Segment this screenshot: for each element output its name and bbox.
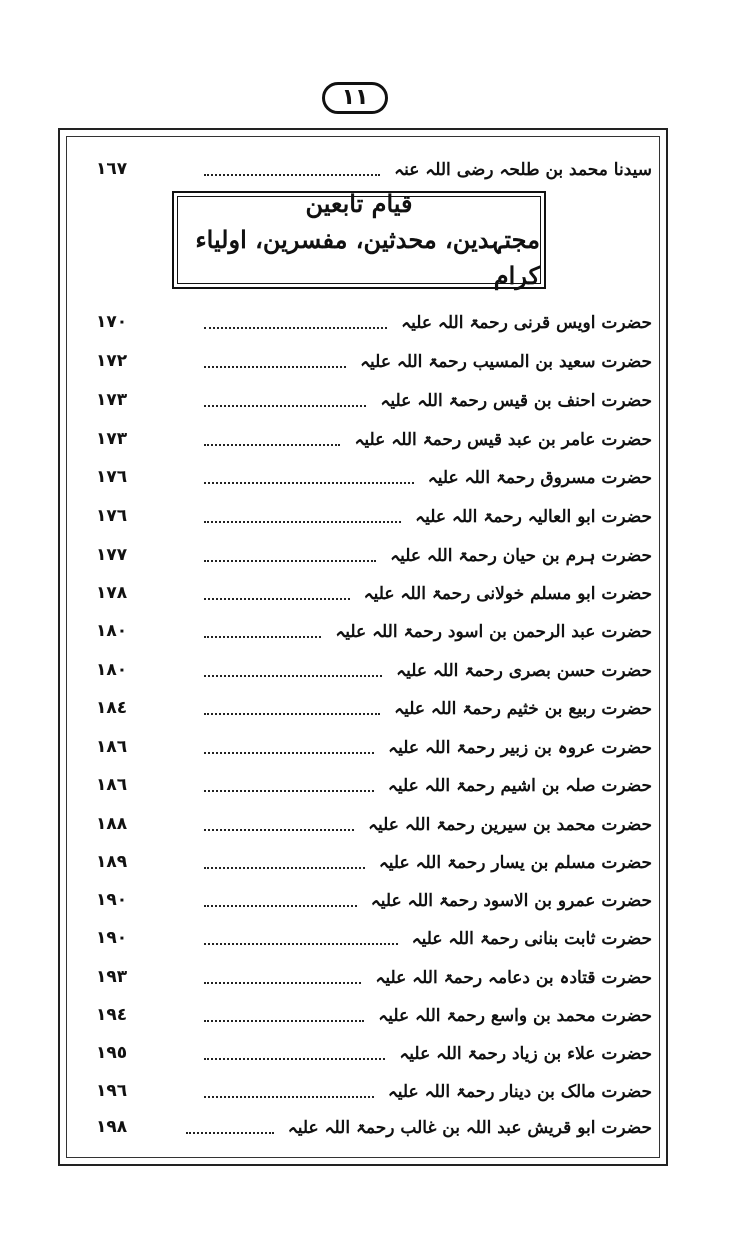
toc-entry[interactable] (96, 846, 652, 878)
toc-entry-page: ١٧٧ (96, 545, 128, 565)
toc-leader-dots (204, 829, 354, 831)
toc-leader-dots (204, 752, 374, 754)
toc-entry[interactable] (96, 692, 652, 724)
toc-entry-page: ١٨٠ (96, 621, 128, 641)
toc-entry[interactable] (96, 654, 652, 686)
toc-entry-page: ١٩٥ (96, 1043, 128, 1063)
toc-entry-title: حضرت ربیع بن خثیم رحمۃ اللہ علیہ (394, 698, 652, 719)
toc-entry[interactable] (96, 539, 652, 571)
toc-leader-dots (204, 444, 340, 446)
toc-leader-dots (186, 1132, 274, 1134)
toc-entry[interactable] (96, 461, 652, 493)
toc-leader-dots (204, 1020, 364, 1022)
toc-leader-dots (204, 327, 387, 329)
toc-leader-dots (204, 1058, 385, 1060)
toc-leader-dots (204, 1096, 374, 1098)
toc-entry-title: حضرت محمد بن سیرین رحمۃ اللہ علیہ (368, 814, 652, 835)
toc-entry-title: حضرت عامر بن عبد قیس رحمۃ اللہ علیہ (354, 429, 652, 450)
toc-leader-dots (204, 982, 361, 984)
toc-entry-page: ١٧٠ (96, 312, 128, 332)
toc-entry-page: ١٩٣ (96, 967, 128, 987)
toc-entry-page: ١٨٦ (96, 737, 128, 757)
page-number: ١١ (322, 82, 388, 114)
section-heading-subtitle: مجتہدین، محدثین، مفسرین، اولیاء کرام (195, 225, 540, 290)
toc-entry-page: ١٩٠ (96, 928, 128, 948)
toc-entry-page: ١٩٦ (96, 1081, 128, 1101)
toc-entry-title: حضرت عبد الرحمن بن اسود رحمۃ اللہ علیہ (335, 621, 652, 642)
toc-entry-title: حضرت ابو العالیہ رحمۃ اللہ علیہ (415, 506, 652, 527)
toc-entry[interactable] (96, 922, 652, 954)
toc-entry-page: ١٩٨ (96, 1117, 128, 1137)
toc-entry-page: ١٩٠ (96, 890, 128, 910)
toc-entry-title: حضرت ثابت بنانی رحمۃ اللہ علیہ (411, 928, 652, 949)
toc-leader-dots (204, 521, 401, 523)
toc-entry[interactable] (96, 731, 652, 763)
toc-entry[interactable] (96, 423, 652, 455)
section-heading-title: قیام تابعین (305, 189, 413, 218)
toc-entry-title: حضرت صلہ بن اشیم رحمۃ اللہ علیہ (387, 775, 652, 796)
toc-entry-title: حضرت احنف بن قیس رحمۃ اللہ علیہ (380, 390, 652, 411)
toc-entry-title: حضرت مالک بن دینار رحمۃ اللہ علیہ (387, 1081, 652, 1102)
toc-entry-title: حضرت محمد بن واسع رحمۃ اللہ علیہ (378, 1005, 652, 1026)
toc-entry-title: حضرت عروہ بن زبیر رحمۃ اللہ علیہ (388, 737, 652, 758)
toc-entry-page: ١٧٨ (96, 583, 128, 603)
toc-leader-dots (204, 405, 366, 407)
toc-entry-page: ١٧٦ (96, 467, 128, 487)
toc-entry[interactable] (96, 1037, 652, 1069)
toc-leader-dots (204, 174, 380, 176)
toc-leader-dots (204, 482, 414, 484)
toc-leader-dots (204, 943, 398, 945)
toc-entry[interactable] (96, 384, 652, 416)
toc-leader-dots (204, 675, 382, 677)
toc-leader-dots (204, 790, 374, 792)
toc-entry[interactable] (96, 345, 652, 377)
toc-entry-title: حضرت عمرو بن الاسود رحمۃ اللہ علیہ (370, 890, 652, 911)
toc-entry[interactable] (96, 500, 652, 532)
toc-leader-dots (204, 560, 376, 562)
toc-entry-page: ١٧٦ (96, 506, 128, 526)
toc-entry-page: ١٨٦ (96, 775, 128, 795)
toc-entry-title: حضرت ابو قریش عبد اللہ بن غالب رحمۃ اللہ علیہ (287, 1117, 652, 1138)
toc-entry[interactable] (96, 961, 652, 993)
toc-leader-dots (204, 366, 346, 368)
toc-entry-page: ١٧٣ (96, 390, 128, 410)
toc-leader-dots (204, 713, 380, 715)
toc-leader-dots (204, 598, 350, 600)
toc-entry-title: حضرت ابو مسلم خولانی رحمۃ اللہ علیہ (363, 583, 652, 604)
toc-entry-page: ١٩٤ (96, 1005, 128, 1025)
toc-entry[interactable] (96, 769, 652, 801)
toc-entry[interactable] (96, 999, 652, 1031)
toc-entry-title: حضرت اویس قرنی رحمۃ اللہ علیہ (401, 312, 652, 333)
toc-entry-page: ١٧٣ (96, 429, 128, 449)
toc-entry[interactable] (96, 153, 652, 185)
toc-entry-title: حضرت سعید بن المسیب رحمۃ اللہ علیہ (360, 351, 652, 372)
toc-entry-page: ١٨٠ (96, 660, 128, 680)
toc-entry[interactable] (96, 808, 652, 840)
toc-entry[interactable] (96, 577, 652, 609)
toc-leader-dots (204, 867, 365, 869)
toc-entry-title: سیدنا محمد بن طلحہ رضی اللہ عنہ (394, 159, 652, 180)
toc-entry[interactable] (96, 884, 652, 916)
toc-leader-dots (204, 636, 321, 638)
toc-entry-title: حضرت حسن بصری رحمۃ اللہ علیہ (396, 660, 652, 681)
toc-entry-page: ١٨٤ (96, 698, 128, 718)
toc-entry-page: ١٨٨ (96, 814, 128, 834)
toc-entry[interactable] (96, 1111, 652, 1143)
toc-entry-page: ١٧٢ (96, 351, 128, 371)
toc-leader-dots (204, 905, 357, 907)
toc-entry-title: حضرت ہرم بن حیان رحمۃ اللہ علیہ (390, 545, 652, 566)
toc-entry-title: حضرت قتادہ بن دعامہ رحمۃ اللہ علیہ (375, 967, 652, 988)
section-heading-box (172, 191, 546, 289)
toc-entry[interactable] (96, 1075, 652, 1107)
toc-entry-title: حضرت مسلم بن یسار رحمۃ اللہ علیہ (378, 852, 652, 873)
toc-entry-page: ١٦٧ (96, 159, 128, 179)
toc-entry[interactable] (96, 306, 652, 338)
toc-entry[interactable] (96, 615, 652, 647)
toc-entry-page: ١٨٩ (96, 852, 128, 872)
toc-entry-title: حضرت مسروق رحمۃ اللہ علیہ (427, 467, 652, 488)
toc-entry-title: حضرت علاء بن زیاد رحمۃ اللہ علیہ (399, 1043, 652, 1064)
